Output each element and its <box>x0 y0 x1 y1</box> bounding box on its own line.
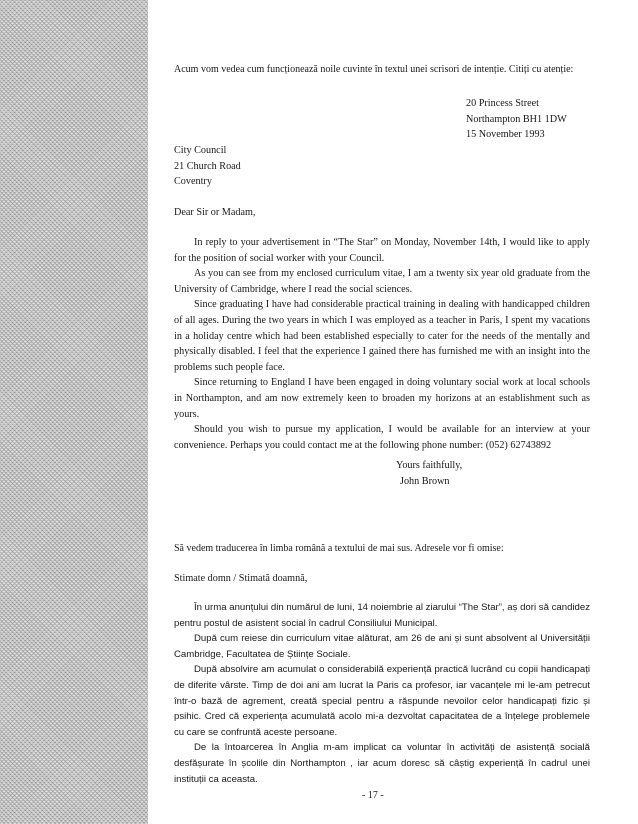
sender-street: 20 Princess Street <box>466 98 539 109</box>
romanian-paragraph: După absolvire am acumulat o considerabilă experiență practică lucrând cu copii handicapați de diferite vârste. Timp de doi ani am lucrat la Paris ca profesor, iar vacanțele mi le-am petrecut într-o bază de agrement, creată special pentru a răspunde nevoilor celor handicapați fizic și psihic. Cred că experiența acumulată acolo mi-a dezvoltat capacitatea de a înțelege problemele cu care se confruntă aceste persoane. <box>174 664 590 738</box>
body-paragraph: Since returning to England I have been engaged in doing voluntary social work at local schools in Northampton, and am now extremely keen to broaden my horizons at an establishment such as yours. <box>174 377 590 420</box>
recipient-city: Coventry <box>174 176 212 188</box>
body-paragraph: As you can see from my enclosed curriculum vitae, I am a twenty six year old graduate from the University of Cambridge, where I read the social sciences. <box>174 268 590 295</box>
translation-intro: Să vedem traducerea în limba română a textului de mai sus. Adresele vor fi omise: <box>174 543 504 554</box>
romanian-paragraph: De la întoarcerea în Anglia m-am implicat ca voluntar în activități de asistență socială desfășurate în școlile din Northampton , iar acum doresc să câștig experiență în cadrul unei instituții ca aceasta. <box>174 742 590 785</box>
scanned-page-edge <box>0 0 148 824</box>
sender-city: Northampton BH1 1DW <box>466 113 567 125</box>
letter-date: 15 November 1993 <box>466 129 545 141</box>
romanian-paragraph: În urma anunțului din numărul de luni, 14 noiembrie al ziarului “The Star”, aș dori să candidez pentru postul de asistent social în cadrul Consiliului Municipal. <box>174 602 590 629</box>
closing-phrase: Yours faithfully, <box>396 460 463 471</box>
sender-address <box>466 96 567 143</box>
recipient-address <box>174 143 241 190</box>
recipient-street: 21 Church Road <box>174 160 241 172</box>
salutation: Dear Sir or Madam, <box>174 207 256 218</box>
romanian-paragraph: După cum reiese din curriculum vitae alăturat, am 26 de ani și sunt absolvent al Universității Cambridge, Facultatea de Științe Sociale. <box>174 633 590 660</box>
romanian-salutation: Stimate domn / Stimată doamnă, <box>174 573 308 584</box>
page-number: - 17 - <box>362 790 384 801</box>
signature-name: John Brown <box>400 475 450 487</box>
body-paragraph: In reply to your advertisement in “The Star” on Monday, November 14th, I would like to apply for the position of social worker with your Council. <box>174 237 590 264</box>
document-page <box>174 0 590 824</box>
recipient-name: City Council <box>174 145 227 156</box>
letter-closing <box>396 458 462 489</box>
body-paragraph: Since graduating I have had considerable practical training in dealing with handicapped children of all ages. During the two years in which I was employed as a teacher in Paris, I spent my vacations in a holiday centre which had been established especially to cater for the needs of the mentally and physically disabled. I feel that the experience I gained there has furnished me with an insight into the problems such people face. <box>174 299 590 373</box>
intro-text: Acum vom vedea cum funcționează noile cuvinte în textul unei scrisori de intenție. Citiți cu atenție: <box>174 64 574 75</box>
body-paragraph: Should you wish to pursue my application, I would be available for an interview at your convenience. Perhaps you could contact me at the following phone number: (052) 62743892 <box>174 424 590 451</box>
romanian-body <box>174 600 590 787</box>
letter-body <box>174 235 590 453</box>
